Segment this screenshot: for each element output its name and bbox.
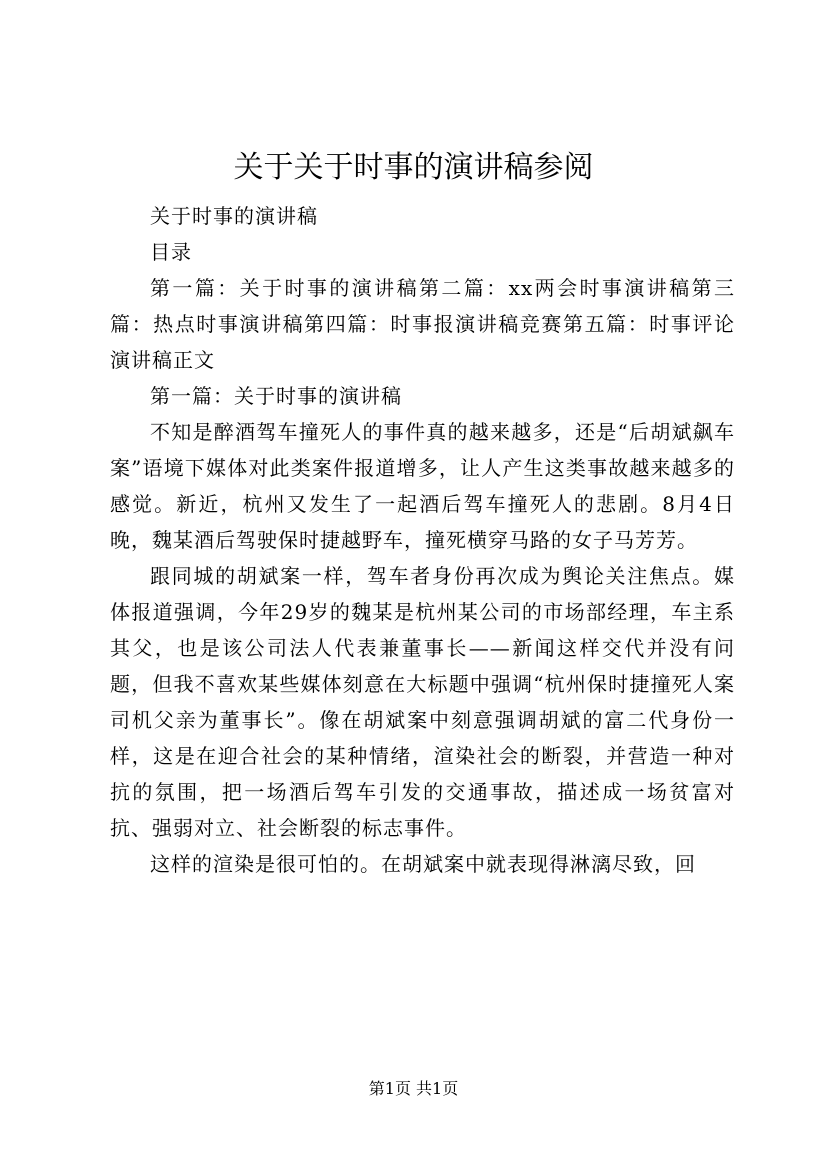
- body-paragraph: 不知是醉酒驾车撞死人的事件真的越来越多，还是“后胡斌飙车案”语境下媒体对此类案件报道增多，让人产生这类事故越来越多的感觉。新近，杭州又发生了一起酒后驾车撞死人的悲剧。8月4日晚，魏某酒后驾驶保时捷越野车，撞死横穿马路的女子马芳芳。: [110, 420, 735, 552]
- body-paragraph: 跟同城的胡斌案一样，驾车者身份再次成为舆论关注焦点。媒体报道强调，今年29岁的魏某是杭州某公司的市场部经理，车主系其父，也是该公司法人代表兼董事长——新闻这样交代并没有问题，但我不喜欢某些媒体刻意在大标题中强调“杭州保时捷撞死人案司机父亲为董事长”。像在胡斌案中刻意强调胡斌的富二代身份一样，这是在迎合社会的某种情绪，渲染社会的断裂，并营造一种对抗的氛围，把一场酒后驾车引发的交通事故，描述成一场贫富对抗、强弱对立、社会断裂的标志事件。: [110, 564, 735, 840]
- document-title: 关于关于时事的演讲稿参阅: [233, 150, 594, 185]
- section-heading: 第一篇：关于时事的演讲稿: [150, 384, 402, 408]
- page-footer: 第1页 共1页: [368, 1079, 459, 1098]
- body-paragraph: 这样的渲染是很可怕的。在胡斌案中就表现得淋漓尽致，回: [150, 852, 696, 876]
- toc-heading: 目录: [150, 240, 192, 264]
- document-body: [110, 198, 735, 882]
- subtitle-paragraph: 关于时事的演讲稿: [150, 204, 318, 228]
- toc-paragraph: 第一篇：关于时事的演讲稿第二篇：xx两会时事演讲稿第三篇：热点时事演讲稿第四篇：时事报演讲稿竞赛第五篇：时事评论演讲稿正文: [110, 276, 735, 372]
